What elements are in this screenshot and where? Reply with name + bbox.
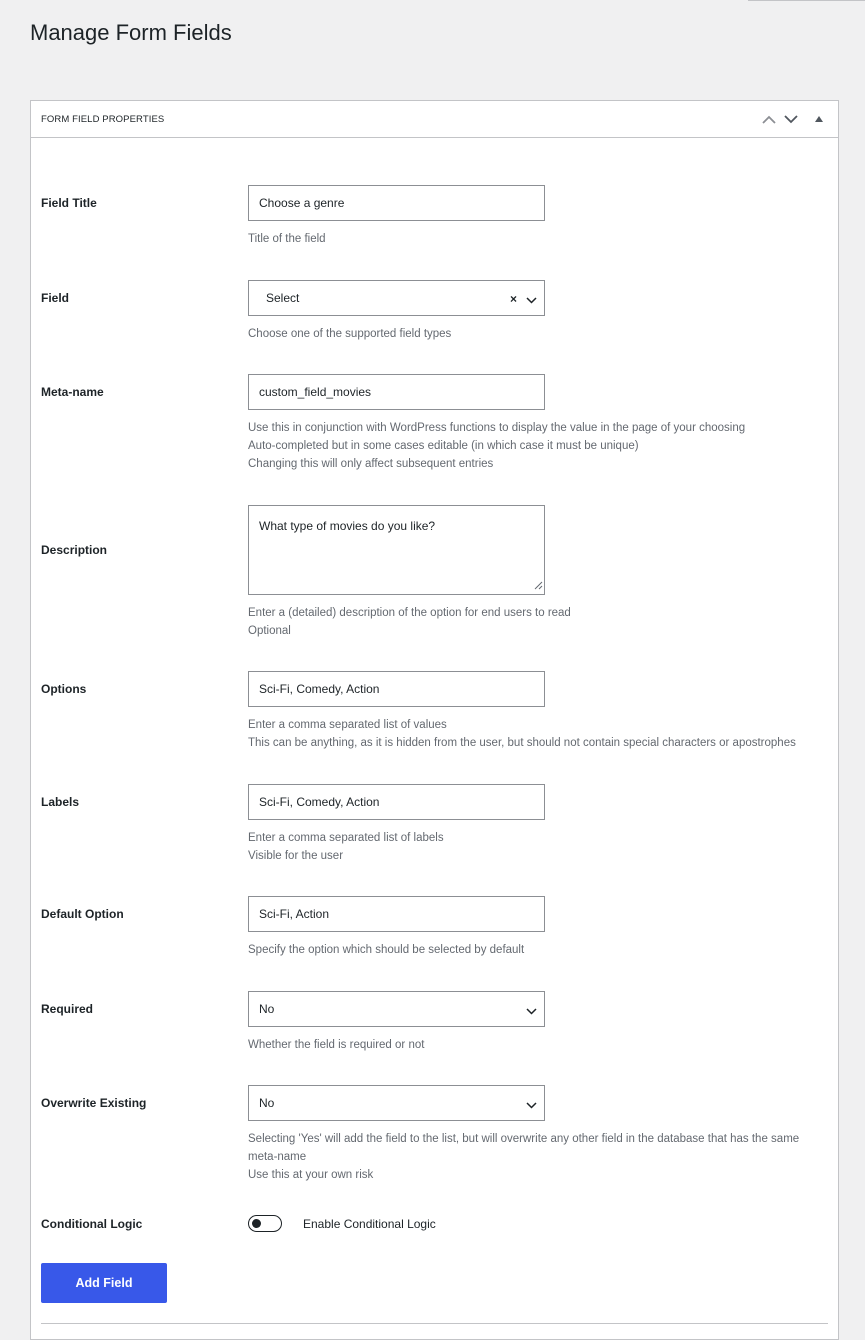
meta-name-label: Meta-name [41,385,104,399]
add-field-button[interactable]: Add Field [41,1263,167,1303]
top-divider [748,0,865,1]
meta-name-help-1: Use this in conjunction with WordPress functions to display the value in the page of your choosing [248,422,746,434]
field-type-value: Select [266,291,300,305]
labels-label: Labels [41,795,80,809]
labels-help-1: Enter a comma separated list of labels [248,832,444,844]
overwrite-existing-select[interactable] [248,1085,545,1121]
chevron-down-icon [526,1098,537,1112]
description-help-2: Optional [248,625,291,637]
overwrite-existing-help-1: Selecting 'Yes' will add the field to the list, but will overwrite any other field in the database that has the same [248,1133,800,1145]
required-help: Whether the field is required or not [248,1039,425,1051]
panel-title: FORM FIELD PROPERTIES [41,113,165,125]
required-select[interactable] [248,991,545,1027]
field-title-value: Choose a genre [259,196,345,210]
chevron-up-icon[interactable] [760,110,778,128]
labels-input[interactable] [248,784,545,820]
triangle-up-icon[interactable] [810,110,828,128]
meta-name-input[interactable] [248,374,545,410]
field-type-select[interactable] [248,280,545,316]
bottom-divider [41,1323,828,1324]
options-input[interactable] [248,671,545,707]
field-title-label: Field Title [41,196,97,210]
form-field-properties-panel [30,100,839,1340]
clear-icon[interactable]: × [509,292,517,306]
panel-controls [760,110,828,128]
overwrite-existing-help-3: Use this at your own risk [248,1169,374,1181]
field-type-help: Choose one of the supported field types [248,328,452,340]
description-label: Description [41,543,108,557]
default-option-label: Default Option [41,907,124,921]
field-title-input[interactable] [248,185,545,221]
meta-name-help-3: Changing this will only affect subsequent entries [248,458,494,470]
conditional-logic-toggle[interactable] [248,1215,282,1232]
toggle-knob [252,1219,261,1228]
resize-handle-icon[interactable] [534,579,543,593]
default-option-value: Sci-Fi, Action [259,907,330,921]
description-help-1: Enter a (detailed) description of the option for end users to read [248,607,571,619]
labels-help-2: Visible for the user [248,850,344,862]
chevron-down-icon [526,293,537,307]
overwrite-existing-value: No [259,1096,275,1110]
chevron-down-icon[interactable] [782,110,800,128]
conditional-logic-label: Conditional Logic [41,1217,143,1231]
options-help-1: Enter a comma separated list of values [248,719,447,731]
meta-name-value: custom_field_movies [259,385,372,399]
conditional-logic-toggle-label: Enable Conditional Logic [303,1217,436,1231]
default-option-input[interactable] [248,896,545,932]
panel-header [31,101,838,138]
field-title-help: Title of the field [248,233,326,245]
field-type-label: Field [41,291,70,305]
meta-name-help-2: Auto-completed but in some cases editable (in which case it must be unique) [248,440,639,452]
options-label: Options [41,682,87,696]
overwrite-existing-help-2: meta-name [248,1151,307,1163]
options-help-2: This can be anything, as it is hidden from the user, but should not contain special characters or apostrophes [248,737,796,749]
required-value: No [259,1002,275,1016]
chevron-down-icon [526,1004,537,1018]
description-value: What type of movies do you like? [259,519,436,533]
description-textarea[interactable] [248,505,545,595]
default-option-help: Specify the option which should be selected by default [248,944,525,956]
labels-value: Sci-Fi, Comedy, Action [259,795,380,809]
required-label: Required [41,1002,94,1016]
options-value: Sci-Fi, Comedy, Action [259,682,380,696]
page-title: Manage Form Fields [30,20,232,45]
overwrite-existing-label: Overwrite Existing [41,1096,147,1110]
